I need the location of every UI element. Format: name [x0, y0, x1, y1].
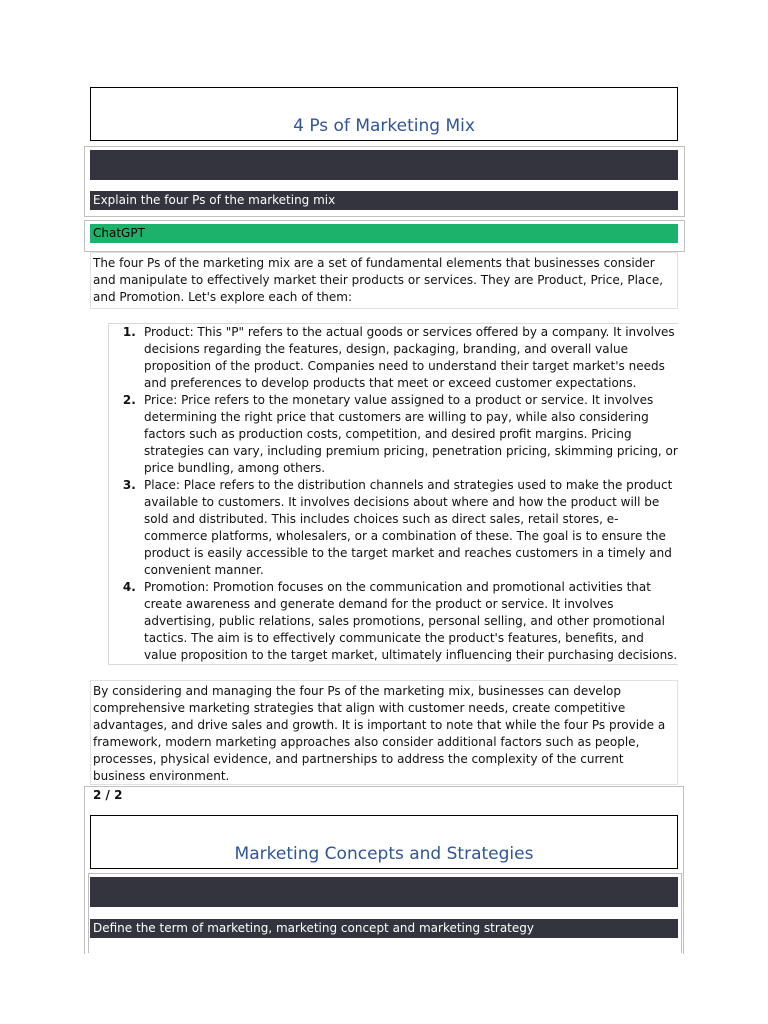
- list-item: 4. Promotion: Promotion focuses on the communication and promotional activities that create awareness and generate demand for the product or service. It involves advertising, public relations, sales promotions, personal selling, and other promotional tactics. The aim is to effectively communicate the product's features, benefits, and value proposition to the target market, ultimately influencing their purchasing decisions.: [140, 579, 678, 664]
- four-ps-list: [108, 323, 678, 665]
- user-prompt-2: Define the term of marketing, marketing concept and marketing strategy: [90, 919, 678, 938]
- section2-title: [90, 815, 678, 869]
- list-item: 2. Price: Price refers to the monetary value assigned to a product or service. It involves determining the right price that customers are willing to pay, while also considering factors such as production costs, competition, and desired profit margins. Pricing strategies can vary, including premium pricing, penetration pricing, skimming pricing, or price bundling, among others.: [140, 392, 678, 477]
- prompt-header-bar: [90, 150, 678, 180]
- section-title: [90, 87, 678, 141]
- user-prompt: Explain the four Ps of the marketing mix: [90, 191, 678, 210]
- list-item: 3. Place: Place refers to the distribution channels and strategies used to make the product available to customers. It involves decisions about where and how the product will be sold and distributed. This includes choices such as direct sales, retail stores, e-commerce platforms, wholesalers, or a combination of these. The goal is to ensure the product is easily accessible to the target market and reaches customers in a timely and convenient manner.: [140, 477, 678, 579]
- conclusion-paragraph: By considering and managing the four Ps of the marketing mix, businesses can develop comprehensive marketing strategies that align with customer needs, create competitive advantages, and drive sales and growth. It is important to note that while the four Ps provide a framework, modern marketing approaches also consider additional factors such as people, processes, physical evidence, and partnerships to address the complexity of the current business environment.: [93, 684, 666, 783]
- prompt2-header-bar: [90, 877, 678, 907]
- section-title-text: 4 Ps of Marketing Mix: [293, 116, 475, 136]
- section2-title-text: Marketing Concepts and Strategies: [234, 844, 534, 864]
- intro-paragraph: The four Ps of the marketing mix are a set of fundamental elements that businesses consider and manipulate to effectively market their products or services. They are Product, Price, Place, and Promotion. Let's explore each of them:: [93, 256, 664, 304]
- response-pager: 2 / 2: [93, 788, 123, 802]
- responder-label: ChatGPT: [90, 224, 678, 243]
- list-item: 1. Product: This "P" refers to the actual goods or services offered by a company. It involves decisions regarding the features, design, packaging, branding, and overall value proposition of the product. Companies need to understand their target market's needs and preferences to develop products that meet or exceed customer expectations.: [140, 324, 678, 392]
